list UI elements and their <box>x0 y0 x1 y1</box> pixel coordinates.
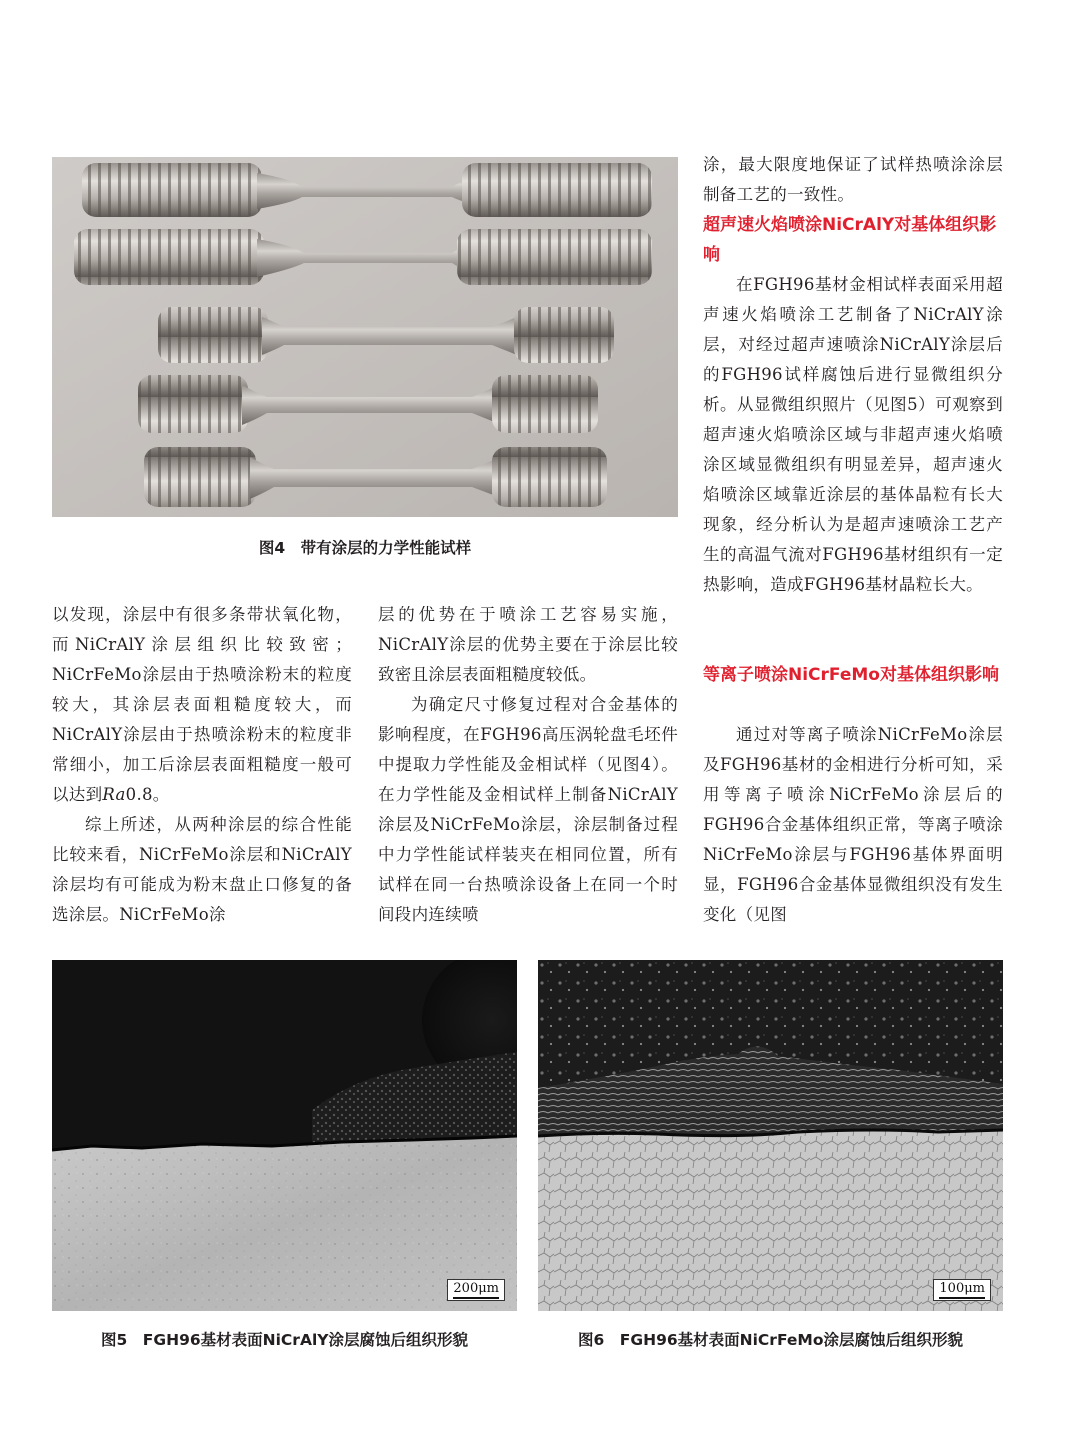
section-heading-nicraly: 超声速火焰喷涂NiCrAlY对基体组织影响 <box>703 215 997 265</box>
column3-paragraph3: 通过对等离子喷涂NiCrFeMo涂层及FGH96基材的金相进行分析可知，采用等离子喷涂NiCrFeMo涂层后的FGH96合金基体组织正常，等离子喷涂NiCrFeMo涂层与FGH96基体界面明显，FGH96合金基体显微组织没有发生变化（见图 <box>703 725 1003 924</box>
figure4-photo <box>52 157 678 517</box>
figure6-micrograph <box>538 960 1003 1311</box>
scale-bar: 200μm <box>447 1279 505 1301</box>
column3-paragraph1: 涂，最大限度地保证了试样热喷涂涂层制备工艺的一致性。 <box>703 155 1003 204</box>
column2-paragraph1: 层的优势在于喷涂工艺容易实施，NiCrAlY涂层的优势主要在于涂层比较致密且涂层表面粗糙度较低。 <box>378 605 678 684</box>
scale-bar: 100μm <box>933 1279 991 1301</box>
section-heading-nicrfemo: 等离子喷涂NiCrFeMo对基体组织影响 <box>703 665 999 685</box>
figure5-caption: 图5 FGH96基材表面NiCrAlY涂层腐蚀后组织形貌 <box>101 1331 468 1349</box>
column3-paragraph2: 在FGH96基材金相试样表面采用超声速火焰喷涂工艺制备了NiCrAlY涂层，对经过超声速喷涂NiCrAlY涂层后的FGH96试样腐蚀后进行显微组织分析。从显微组织照片（见图5）可观察到超声速火焰喷涂区域与非超声速火焰喷涂区域显微组织有明显差异，超声速火焰喷涂区域靠近涂层的基体晶粒有长大现象，经分析认为是超声速喷涂工艺产生的高温气流对FGH96基材组织有一定热影响，造成FGH96基材晶粒长大。 <box>703 275 1003 594</box>
column1-paragraph2: 综上所述，从两种涂层的综合性能比较来看，NiCrFeMo涂层和NiCrAlY涂层均有可能成为粉末盘止口修复的备选涂层。NiCrFeMo涂 <box>52 815 352 924</box>
figure4-caption: 图4 带有涂层的力学性能试样 <box>258 539 472 557</box>
roughness-symbol: Ra <box>102 785 126 804</box>
figure5-micrograph <box>52 960 517 1311</box>
column1-paragraph1: 以发现，涂层中有很多条带状氧化物，而NiCrAlY涂层组织比较致密；NiCrFeMo涂层由于热喷涂粉末的粒度较大，其涂层表面粗糙度较大，而NiCrAlY涂层由于热喷涂粉末的粒度非常细小，加工后涂层表面粗糙度一般可以达到Ra0.8。 <box>52 605 352 804</box>
column2-paragraph2: 为确定尺寸修复过程对合金基体的影响程度，在FGH96高压涡轮盘毛坯件中提取力学性能及金相试样（见图4）。在力学性能及金相试样上制备NiCrAlY涂层及NiCrFeMo涂层，涂层制备过程中力学性能试样装夹在相同位置，所有试样在同一台热喷涂设备上在同一个时间段内连续喷 <box>378 695 678 924</box>
figure6-caption: 图6 FGH96基材表面NiCrFeMo涂层腐蚀后组织形貌 <box>578 1331 963 1349</box>
